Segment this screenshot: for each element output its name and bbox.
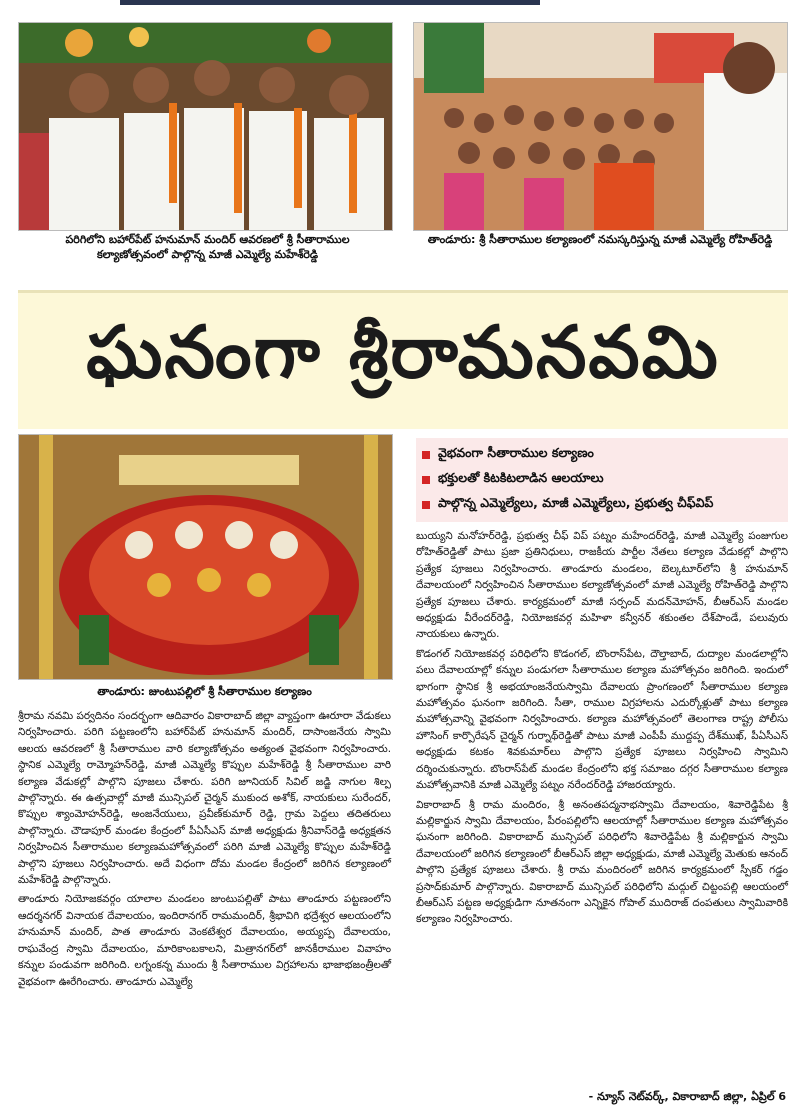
article-paragraph: శ్రీరామ నవమి పర్వదినం సందర్భంగా ఆదివారం వికారాబాద్ జిల్లా వ్యాప్తంగా ఊరూరా వేడుకలు నిర్వహించారు. పరిగి పట్టణంలోని బహార్‌పేట్ హనుమాన్ మందిర్, దాసాంజనేయ స్వామి ఆలయ ఆవరణలో శ్రీ సీతారాముల వారి కల్యాణోత్సవం అత్యంత వైభవంగా నిర్వహించారు. స్థానిక ఎమ్మెల్యే రామ్మోహన్‌రెడ్డి, మాజీ ఎమ్మెల్యే కొప్పుల మహేశ్‌రెడ్డి శ్రీ సీతారాముల వారి కల్యాణ వేడుకల్లో పాల్గొని పూజలు చేశారు. పరిగి జూనియర్ సివిల్ జడ్జి నాగుల శిల్ప పాల్గొన్నారు. ఈ ఉత్సవాల్లో మాజీ మున్సిపల్ చైర్మన్ ముకుంద అశోక్, నాయకులు సురేందర్, కొప్పుల శ్యాంమోహన్‌రెడ్డి, అంజనేయులు, ప్రవీణ్‌కుమార్ రెడ్డి, గ్రామ పెద్దలు తదితరులు పాల్గొన్నారు. చౌడాపూర్ మండల కేంద్రంలో పీఏసీఎస్ మాజీ అధ్యక్షుడు శ్రీనివాస్‌రెడ్డి అధ్యక్షతన నిర్వహించిన సీతారాముల కల్యాణమహోత్సవంలో పరిగి మాజీ ఎమ్మెల్యే కొప్పుల మహేశ్‌రెడ్డి పాల్గొని పూజలు నిర్వహించారు. అదే విధంగా దోమ మండల కేంద్రంలో జరిగిన కల్యాణంలో మహేశ్‌రెడ్డి పాల్గొన్నారు. — [18, 710, 391, 887]
article-left-column — [18, 708, 391, 1108]
photo3-caption: తాండూరు: జుంటుపల్లిలో శ్రీ సీతారాముల కల్యాణం — [97, 685, 312, 698]
photo1-caption: పరిగిలోని బహార్‌పేట్ హనుమాన్ మందిర్ ఆవరణలో శ్రీ సీతారాముల కల్యాణోత్సవంలో పాల్గొన్న మాజీ ఎమ్మెల్యే మహేశ్‌రెడ్డి — [65, 233, 350, 261]
photo-juntupalli-idols — [18, 434, 393, 680]
article-paragraph: కొడంగల్ నియోజకవర్గ పరిధిలోని కొడంగల్, బొంరాస్‌పేట, దౌల్తాబాద్, దుద్యాల మండలాల్లోని పలు దేవాలయాల్లో కన్నుల పండుగలా సీతారాముల కల్యాణ మహోత్సవం జరిగింది. ఇందులో భాగంగా స్థానిక శ్రీ అభయాంజనేయస్వామి దేవాలయ ప్రాంగణంలో సీతారాముల కల్యాణ మహోత్సవం ఘనంగా జరిగింది. సీతా, రాముల విగ్రహాలను ఎదుర్కోళ్లుతో పాటు కల్యాణ మహోత్సవాన్ని వైభవంగా నిర్వహించారు. కల్యాణ మహోత్సవంలో తెలంగాణ రాష్ట్ర పోలీసు హౌసింగ్ కార్పొరేషన్ చైర్మన్ గుర్నాథ్‌రెడ్డితో పాటు మాజీ ఎంపీపీ ముద్దప్ప దేశ్‌ముఖ్, పీఏసీఎస్ అధ్యక్షుడు కటకం శివకుమార్‌లు పాల్గొని ప్రత్యేక పూజలు నిర్వహించి స్వామిని దర్శించుకున్నారు. బొంరాస్‌పేట్ మండల కేంద్రంలోని భక్త సమాజం దగ్గర సీతారాముల కల్యాణ మహోత్సవానికి మాజీ ఎమ్మెల్యే పట్నం నరేందర్‌రెడ్డి హాజరయ్యారు. — [416, 647, 788, 792]
headline: ఘనంగా శ్రీరామనవమి — [86, 310, 720, 394]
highlights-box — [416, 438, 788, 522]
photo2-caption: తాండూరు: శ్రీ సీతారాముల కల్యాణంలో నమస్కరిస్తున్న మాజీ ఎమ్మెల్యే రోహిత్‌రెడ్డి — [427, 233, 773, 246]
highlight-item: భక్తులతో కిటకిటలాడిన ఆలయాలు — [422, 467, 782, 492]
photo-parigi-kalyanotsavam — [18, 22, 393, 231]
bullet-square-icon — [422, 476, 430, 484]
article-paragraph: తాండూరు నియోజకవర్గం యాలాల మండలం జుంటుపల్లితో పాటు తాండూరు పట్టణంలోని ఆదర్శనగర్ వినాయక దేవాలయం, ఇందిరానగర్ రామమందిర్, శ్రీభావిగి భద్రేశ్వర ఆలయంలోని హనుమాన్ మందిర్, పాత తాండూరు వెంకటేశ్వర దేవాలయం, అయ్యప్ప దేవాలయం, రాఘవేంద్ర స్వామి దేవాలయం, మారికాంబకాలని, మిత్రానగర్‌లో జానకీరాముల వివాహం కన్నుల పండువగా జరిగింది. లగ్నంకన్న ముందు శ్రీ సీతారాముల విగ్రహాలను భాజాభజంత్రీలతో వైభవంగా ఊరేగించారు. తాండూరు ఎమ్మెల్యే — [18, 893, 391, 988]
article-right-column — [416, 528, 788, 1084]
highlight-item: వైభవంగా సీతారాముల కల్యాణం — [422, 442, 782, 467]
headline-banner — [18, 290, 788, 429]
news-credit: - న్యూస్ నెట్‌వర్క్, వికారాబాద్ జిల్లా, ఏప్రిల్ 6 — [588, 1090, 786, 1103]
article-paragraph: బుయ్యని మనోహర్‌రెడ్డి, ప్రభుత్వ చీఫ్ విప్ పట్నం మహేందర్‌రెడ్డి, మాజీ ఎమ్మెల్యే పంజుగుల రోహిత్‌రెడ్డితో పాటు ప్రజా ప్రతినిధులు, రాజకీయ పార్టీల నేతలు కల్యాణ వేడుకల్లో పాల్గొని ప్రత్యేక పూజలు నిర్వహించారు. తాండూరు మండలం, బెల్కటూర్‌లోని శ్రీ హనుమాన్ దేవాలయంలో నిర్వహించిన సీతారాముల కల్యాణోత్సవంలో మాజీ ఎమ్మెల్యే రోహిత్‌రెడ్డి పాల్గొని ప్రత్యేక పూజలు చేశారు. కార్యక్రమంలో మాజీ సర్పంచ్ మదన్‌మోహన్, బీఆర్ఎస్ మండల అధ్యక్షుడు వీరేందర్‌రెడ్డి, నియోజకవర్గ మహిళా కన్వీనర్ శకుంతల దేశ్‌పాండే, పలువురు నాయకులు ఉన్నారు. — [416, 530, 788, 641]
article-paragraph: వికారాబాద్ శ్రీ రామ మందిరం, శ్రీ అనంతపద్మనాభస్వామి దేవాలయం, శివారెడ్డిపేట శ్రీ మల్లికార్జున స్వామి దేవాలయం, పీరంపల్లిలోని ఆలయాల్లో సీతారాముల కల్యాణ మహోత్సవం ఘనంగా జరిగింది. వికారాబాద్ మున్సిపల్ పరిధిలోని శివారెడ్డిపేట శ్రీ మల్లికార్జున స్వామి దేవాలయంలో జరిగిన కల్యాణంలో బీఆర్ఎస్ జిల్లా అధ్యక్షుడు, మాజీ ఎమ్మెల్యే మెతుకు ఆనంద్ పాల్గొని ప్రత్యేక పూజలు చేశారు. శ్రీ రామ మందిరంలో జరిగిన కార్యక్రమంలో స్పీకర్ గడ్డం ప్రసాద్‌కుమార్ పాల్గొన్నారు. వికారాబాద్ మున్సిపల్ పరిధిలోని మద్గుల్ చిట్టంపల్లి ఆలయంలో బీఆర్ఎస్ పట్టణ అధ్యక్షుడిగా నూతనంగా ఎన్నికైన గోపాల్ ముదిరాజ్ దంపతులు స్వామివారికి కల్యాణం నిర్వహించారు. — [416, 798, 788, 926]
highlight-item: పాల్గొన్న ఎమ్మెల్యేలు, మాజీ ఎమ్మెల్యేలు, ప్రభుత్వ చీఫ్‌విప్ — [422, 492, 782, 517]
bullet-square-icon — [422, 501, 430, 509]
bullet-square-icon — [422, 451, 430, 459]
top-rule — [120, 0, 540, 5]
photo-tandur-devotees — [413, 22, 788, 231]
